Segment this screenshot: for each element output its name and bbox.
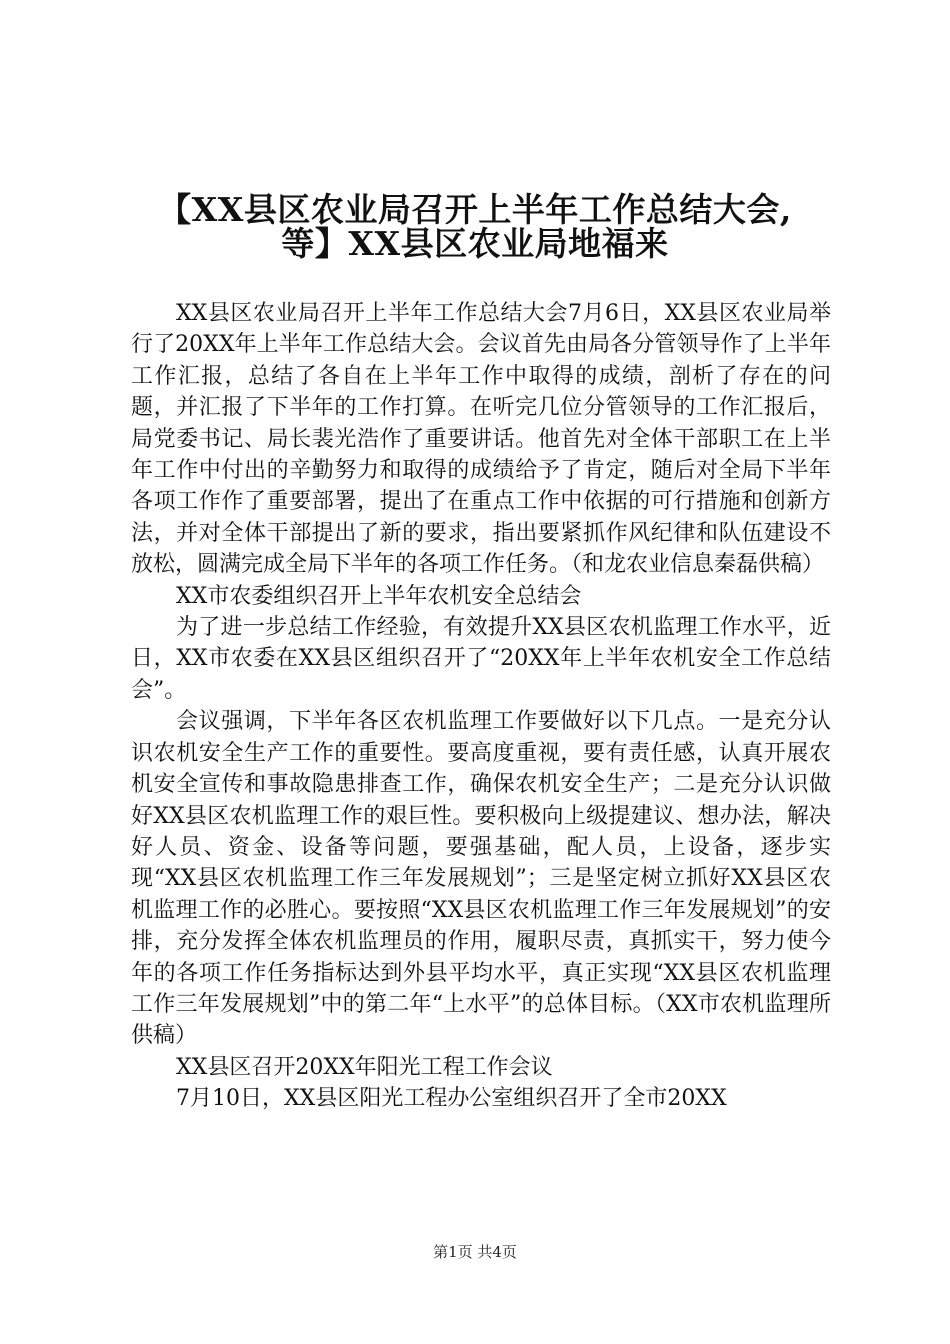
paragraph-meeting-report: XX县区农业局召开上半年工作总结大会7月6日，XX县区农业局举行了20XX年上半年工作总结大会。会议首先由局各分管领导作了上半年工作汇报，总结了各自在上半年工作中取得的成绩，剖析了存在的问题，并汇报了下半年的工作打算。在听完几位分管领导的工作汇报后，局党委书记、局长裴光浩作了重要讲话。他首先对全体干部职工在上半年工作中付出的辛勤努力和取得的成绩给予了肯定，随后对全局下半年各项工作作了重要部署，提出了在重点工作中依据的可行措施和创新方法，并对全体干部提出了新的要求，指出要紧抓作风纪律和队伍建设不放松，圆满完成全局下半年的各项工作任务。（和龙农业信息秦磊供稿）	[131, 301, 831, 578]
document-title-line-1: 【XX县区农业局召开上半年工作总结大会,	[158, 190, 792, 229]
document-title-line-2: 等】XX县区农业局地福来	[281, 224, 669, 263]
subheading-sunshine-project: XX县区召开20XX年阳光工程工作会议	[176, 1054, 553, 1080]
paragraph-farm-machinery-requirements: 会议强调，下半年各区农机监理工作要做好以下几点。一是充分认识农机安全生产工作的重要性。要高度重视，要有责任感，认真开展农机安全宣传和事故隐患排查工作，确保农机安全生产；二是充分认识做好XX县区农机监理工作的艰巨性。要积极向上级提建议、想办法，解决好人员、资金、设备等问题，要强基础，配人员，上设备，逐步实现“XX县区农机监理工作三年发展规划”；三是坚定树立抓好XX县区农机监理工作的必胜心。要按照“XX县区农机监理工作三年发展规划”的安排，充分发挥全体农机监理员的作用，履职尽责，真抓实干，努力使今年的各项工作任务指标达到外县平均水平，真正实现“XX县区农机监理工作三年发展规划”中的第二年“上水平”的总体目标。（XX市农机监理所供稿）	[131, 709, 831, 1049]
document-body	[131, 298, 831, 1115]
page-number-footer: 第1页 共4页	[433, 1243, 517, 1261]
paragraph-farm-machinery-intro: 为了进一步总结工作经验，有效提升XX县区农机监理工作水平，近日，XX市农委在XX县区组织召开了“20XX年上半年农机安全工作总结会”。	[131, 615, 831, 703]
paragraph-sunshine-project: 7月10日，XX县区阳光工程办公室组织召开了全市20XX	[176, 1086, 727, 1112]
subheading-farm-machinery-safety: XX市农委组织召开上半年农机安全总结会	[176, 583, 582, 609]
